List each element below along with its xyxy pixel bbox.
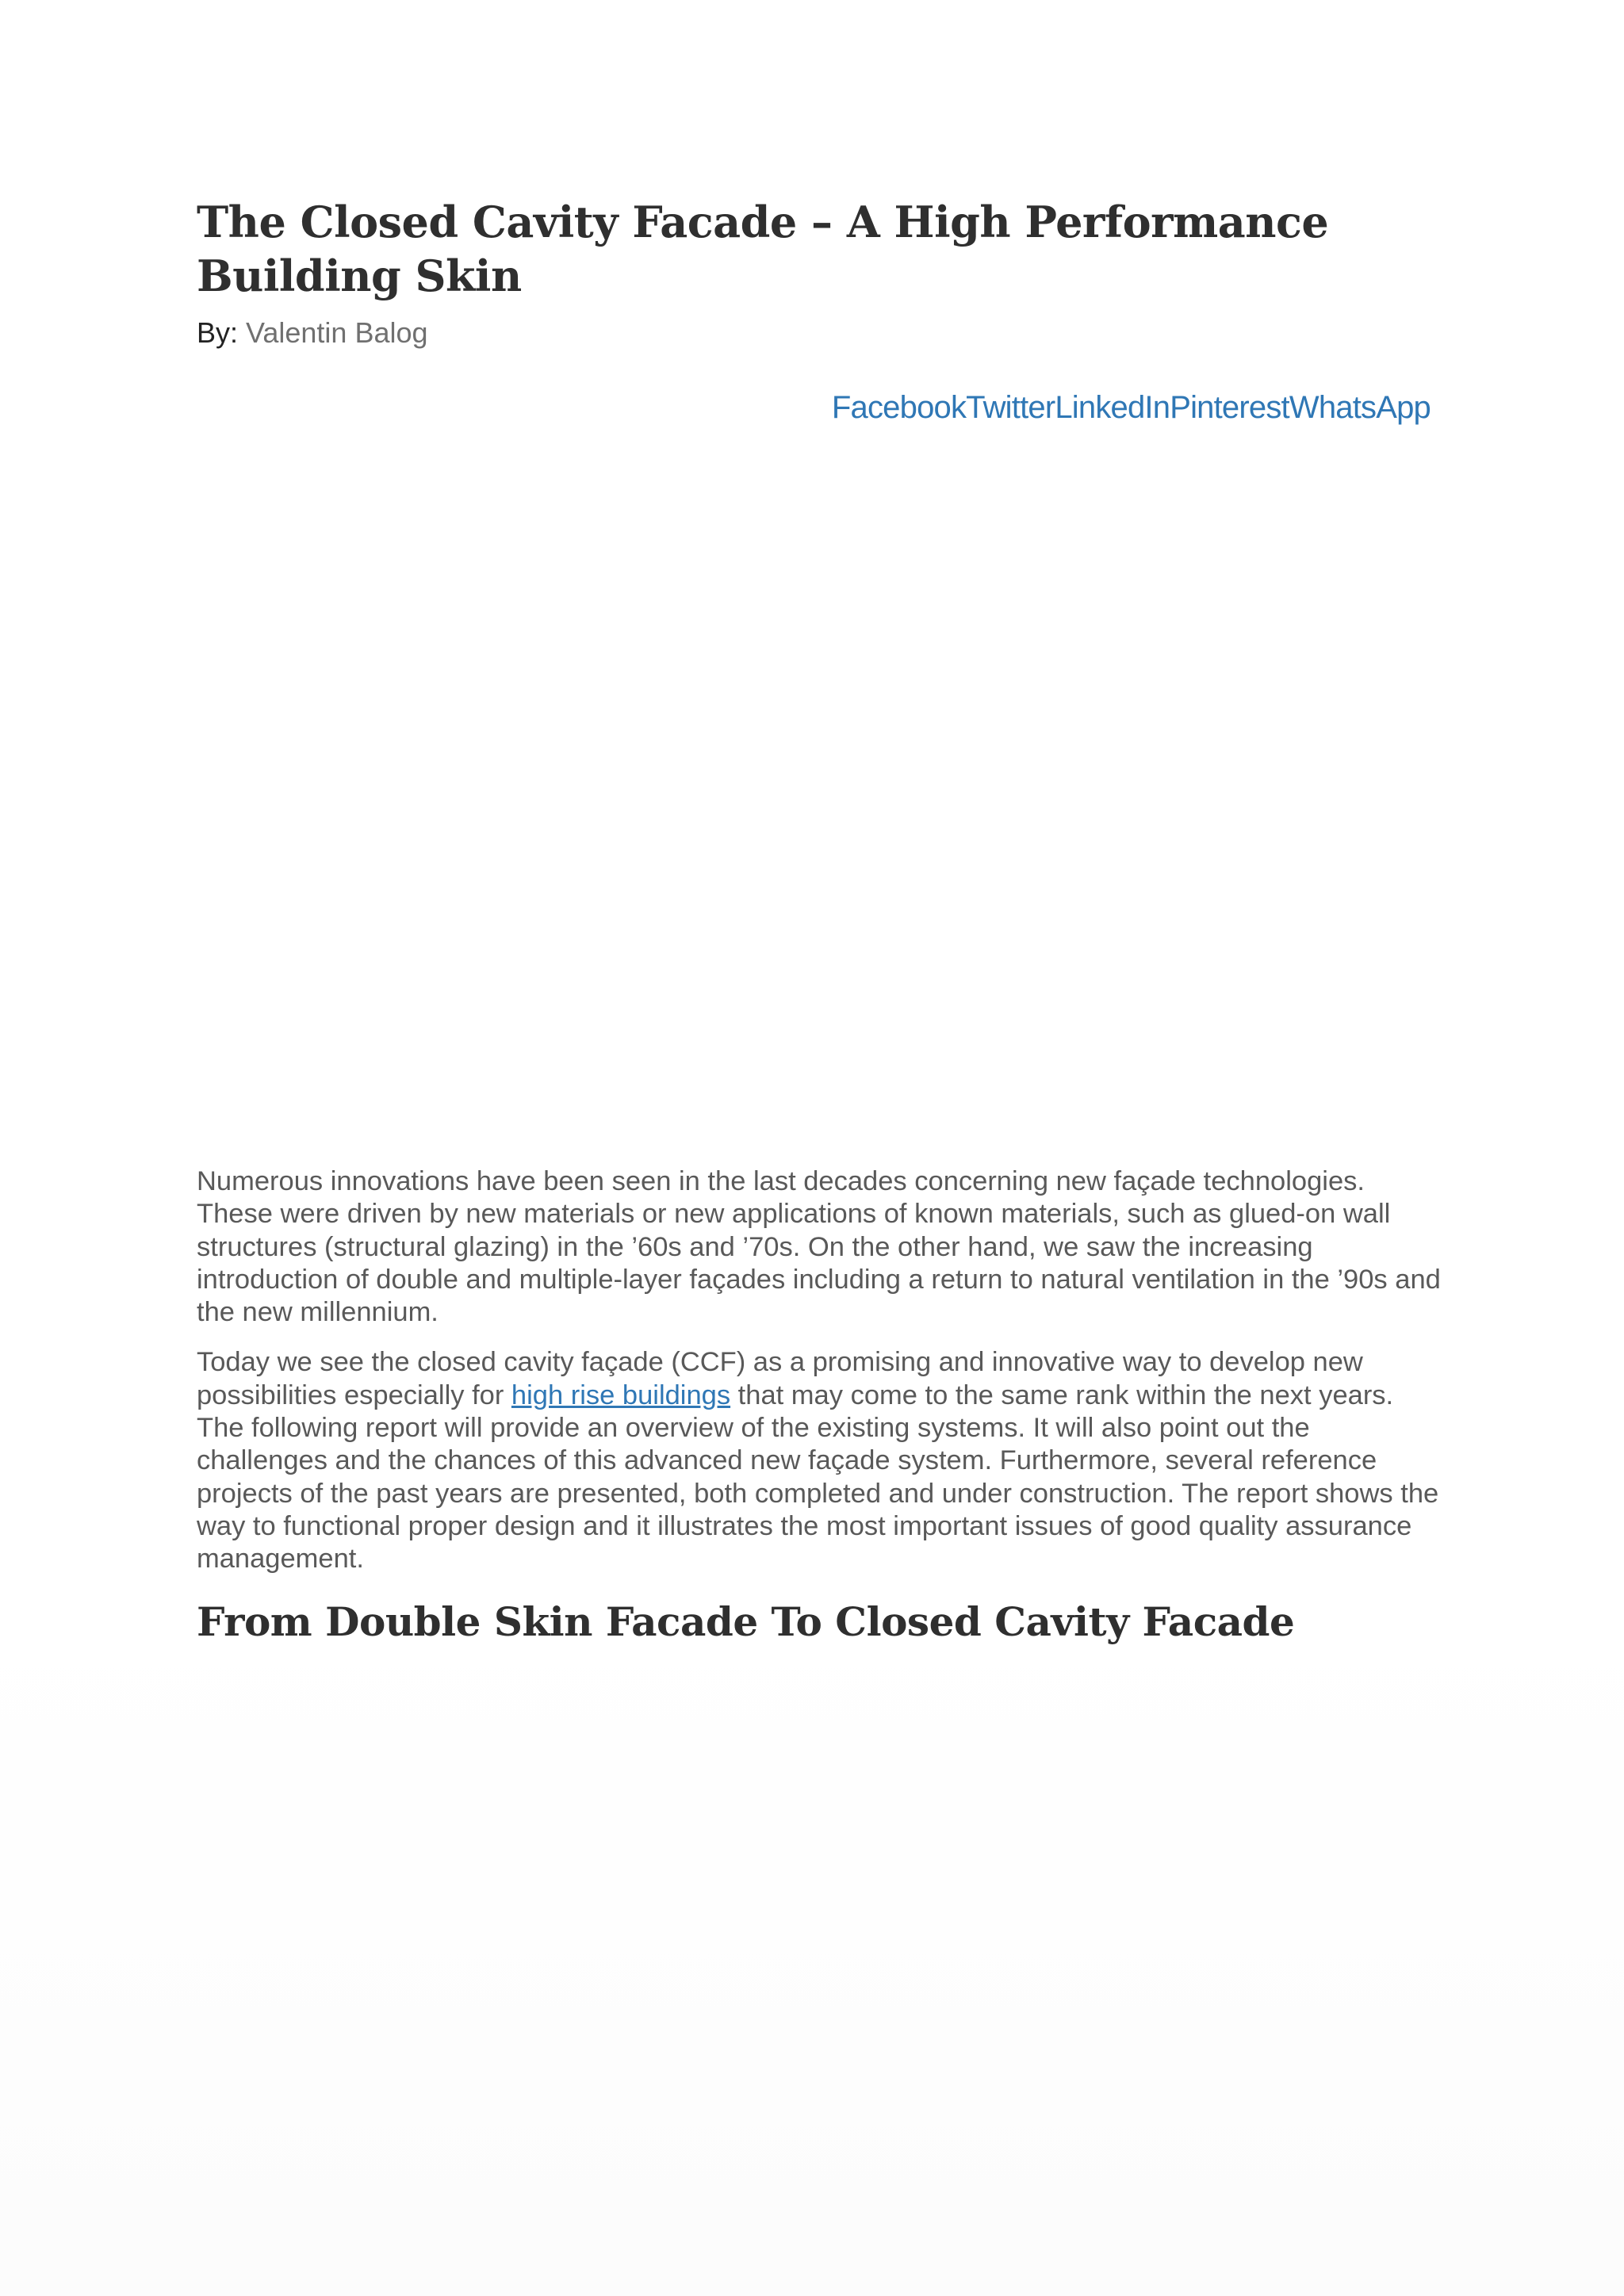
share-twitter-link[interactable]: Twitter <box>966 390 1055 425</box>
share-links <box>197 388 1431 427</box>
article-body <box>197 1165 1442 1646</box>
share-whatsapp-link[interactable]: WhatsApp <box>1289 390 1431 425</box>
paragraph-ccf-text-start: Today we see the closed cavity façade (CCF) as a promising and innovative way to develop new possibilities especially for <box>197 1347 1363 1410</box>
byline <box>197 316 1434 350</box>
share-linkedin-link[interactable]: LinkedIn <box>1055 390 1170 425</box>
paragraph-ccf-text-end: that may come to the same rank within the next years. The following report will provide an overview of the existing systems. It will also point out the challenges and the chances of this advanced new façade system. Furthermore, several reference projects of the past years are presented, both completed and under construction. The report shows the way to functional proper design and it illustrates the most important issues of good quality assurance management. <box>197 1380 1439 1575</box>
author-name[interactable]: Valentin Balog <box>246 316 428 349</box>
share-facebook-link[interactable]: Facebook <box>831 390 967 425</box>
high-rise-buildings-link[interactable]: high rise buildings <box>511 1380 731 1410</box>
byline-label: By: <box>197 316 239 349</box>
share-pinterest-link[interactable]: Pinterest <box>1170 390 1289 425</box>
paragraph-intro: Numerous innovations have been seen in the last decades concerning new façade technologies. These were driven by new materials or new applications of known materials, such as glued-on wall structures (structural glazing) in the ’60s and ’70s. On the other hand, we saw the increasing introduction of double and multiple-layer façades including a return to natural ventilation in the ’90s and the new millennium. <box>197 1166 1441 1328</box>
article-title: The Closed Cavity Facade – A High Performance Building Skin <box>197 197 1329 301</box>
article-header <box>197 195 1434 350</box>
section-heading: From Double Skin Facade To Closed Cavity Facade <box>197 1598 1295 1645</box>
paragraph-ccf <box>197 1346 1442 1575</box>
